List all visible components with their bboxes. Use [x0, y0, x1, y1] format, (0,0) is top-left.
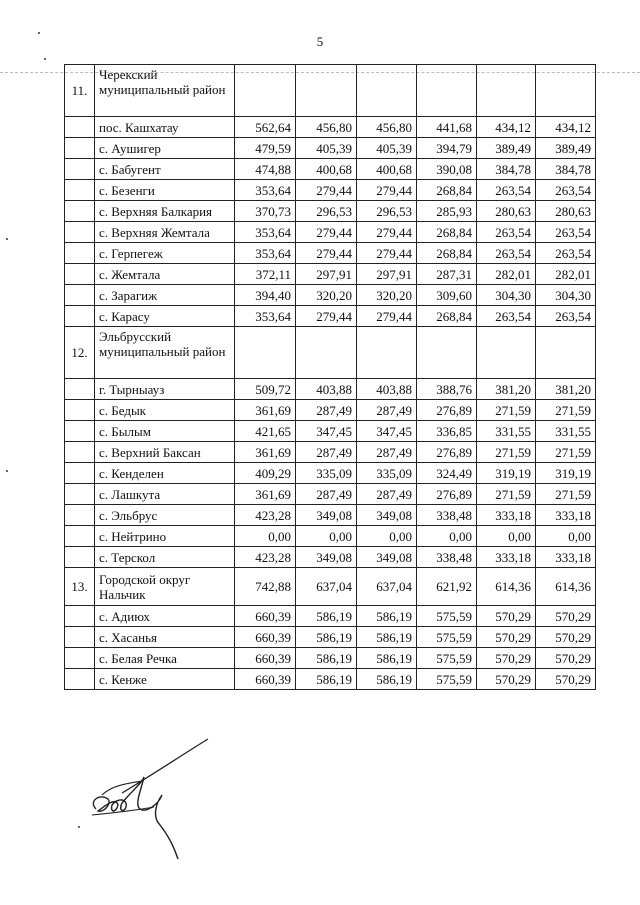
- tariff-value: 586,19: [296, 669, 357, 690]
- tariff-value: 614,36: [536, 568, 596, 606]
- tariff-value: [536, 65, 596, 117]
- tariff-value: 0,00: [536, 526, 596, 547]
- tariff-value: 297,91: [357, 264, 417, 285]
- table-row: [65, 138, 596, 159]
- tariff-value: 324,49: [417, 463, 477, 484]
- tariff-value: 287,49: [296, 484, 357, 505]
- page-number: 5: [316, 34, 324, 49]
- tariff-value: 394,79: [417, 138, 477, 159]
- tariff-value: 586,19: [357, 606, 417, 627]
- tariff-value: 353,64: [235, 180, 296, 201]
- signature-icon: [82, 735, 222, 865]
- tariff-value: 285,93: [417, 201, 477, 222]
- tariff-value: 370,73: [235, 201, 296, 222]
- tariff-value: [536, 327, 596, 379]
- settlement-name: с. Бабугент: [95, 159, 235, 180]
- tariff-value: 276,89: [417, 442, 477, 463]
- table-row: [65, 547, 596, 568]
- settlement-name: с. Безенги: [95, 180, 235, 201]
- tariff-value: 338,48: [417, 505, 477, 526]
- row-number: [65, 606, 95, 627]
- tariff-value: 353,64: [235, 306, 296, 327]
- tariff-value: 570,29: [536, 669, 596, 690]
- tariff-value: 336,85: [417, 421, 477, 442]
- table-row: [65, 264, 596, 285]
- tariff-value: 361,69: [235, 442, 296, 463]
- tariff-value: 271,59: [477, 484, 536, 505]
- settlement-name: с. Адиюх: [95, 606, 235, 627]
- tariff-value: 347,45: [296, 421, 357, 442]
- tariff-value: 280,63: [477, 201, 536, 222]
- tariff-value: 394,40: [235, 285, 296, 306]
- tariff-value: 271,59: [536, 400, 596, 421]
- tariff-value: 361,69: [235, 484, 296, 505]
- tariff-value: 263,54: [536, 222, 596, 243]
- tariff-value: 0,00: [296, 526, 357, 547]
- tariff-value: 586,19: [357, 648, 417, 669]
- tariff-value: 586,19: [296, 648, 357, 669]
- row-number: [65, 201, 95, 222]
- row-number: [65, 669, 95, 690]
- tariff-value: 570,29: [477, 606, 536, 627]
- tariff-value: 296,53: [296, 201, 357, 222]
- tariff-value: 279,44: [357, 222, 417, 243]
- settlement-name: с. Аушигер: [95, 138, 235, 159]
- tariff-value: 353,64: [235, 243, 296, 264]
- settlement-name: с. Былым: [95, 421, 235, 442]
- tariff-value: 403,88: [296, 379, 357, 400]
- row-number: [65, 222, 95, 243]
- tariff-value: 575,59: [417, 606, 477, 627]
- row-number: [65, 117, 95, 138]
- tariff-value: 434,12: [536, 117, 596, 138]
- row-number: [65, 243, 95, 264]
- row-number: [65, 526, 95, 547]
- tariff-value: 441,68: [417, 117, 477, 138]
- tariff-value: 423,28: [235, 547, 296, 568]
- tariff-value: [417, 327, 477, 379]
- table-row: [65, 463, 596, 484]
- tariff-value: 570,29: [477, 627, 536, 648]
- tariff-value: 279,44: [357, 306, 417, 327]
- tariff-value: 349,08: [296, 547, 357, 568]
- settlement-name: с. Хасанья: [95, 627, 235, 648]
- tariff-value: 263,54: [536, 243, 596, 264]
- settlement-name: Черекский муниципальный район: [95, 65, 235, 117]
- tariff-value: 381,20: [536, 379, 596, 400]
- tariff-table: [64, 64, 596, 690]
- tariff-value: 319,19: [536, 463, 596, 484]
- tariff-value: 575,59: [417, 669, 477, 690]
- settlement-name: с. Терскол: [95, 547, 235, 568]
- settlement-name: с. Герпегеж: [95, 243, 235, 264]
- settlement-name: пос. Кашхатау: [95, 117, 235, 138]
- table-row: [65, 505, 596, 526]
- table-row: [65, 159, 596, 180]
- tariff-value: 287,49: [357, 484, 417, 505]
- tariff-value: 304,30: [477, 285, 536, 306]
- tariff-value: 479,59: [235, 138, 296, 159]
- tariff-value: 279,44: [296, 222, 357, 243]
- table-row: [65, 117, 596, 138]
- tariff-value: 614,36: [477, 568, 536, 606]
- scan-speck: [6, 470, 8, 472]
- tariff-value: 575,59: [417, 627, 477, 648]
- settlement-name: с. Жемтала: [95, 264, 235, 285]
- tariff-value: 271,59: [536, 484, 596, 505]
- tariff-value: 403,88: [357, 379, 417, 400]
- tariff-value: 586,19: [357, 669, 417, 690]
- settlement-name: Городской округ Нальчик: [95, 568, 235, 606]
- row-number: [65, 463, 95, 484]
- table-section-row: [65, 327, 596, 379]
- tariff-value: [357, 327, 417, 379]
- tariff-value: 276,89: [417, 484, 477, 505]
- tariff-value: 509,72: [235, 379, 296, 400]
- tariff-value: [477, 327, 536, 379]
- row-number: [65, 306, 95, 327]
- tariff-value: 297,91: [296, 264, 357, 285]
- tariff-value: 279,44: [296, 306, 357, 327]
- tariff-value: [357, 65, 417, 117]
- tariff-value: 400,68: [296, 159, 357, 180]
- tariff-value: 742,88: [235, 568, 296, 606]
- tariff-value: 320,20: [357, 285, 417, 306]
- tariff-value: [296, 327, 357, 379]
- tariff-value: 390,08: [417, 159, 477, 180]
- tariff-value: 338,48: [417, 547, 477, 568]
- tariff-value: 320,20: [296, 285, 357, 306]
- tariff-value: 282,01: [536, 264, 596, 285]
- row-number: 12.: [65, 327, 95, 379]
- tariff-value: 586,19: [357, 627, 417, 648]
- table-row: [65, 400, 596, 421]
- tariff-value: 349,08: [357, 505, 417, 526]
- scan-speck: [38, 32, 40, 34]
- row-number: [65, 159, 95, 180]
- tariff-value: 660,39: [235, 648, 296, 669]
- tariff-value: 570,29: [536, 606, 596, 627]
- tariff-value: 361,69: [235, 400, 296, 421]
- table-row: [65, 222, 596, 243]
- tariff-value: 586,19: [296, 627, 357, 648]
- tariff-value: 347,45: [357, 421, 417, 442]
- row-number: [65, 264, 95, 285]
- tariff-value: 570,29: [477, 669, 536, 690]
- tariff-value: 660,39: [235, 627, 296, 648]
- row-number: [65, 648, 95, 669]
- scan-speck: [44, 58, 46, 60]
- tariff-value: [477, 65, 536, 117]
- scan-speck: [6, 238, 8, 240]
- tariff-value: 276,89: [417, 400, 477, 421]
- settlement-name: с. Верхняя Жемтала: [95, 222, 235, 243]
- table-row: [65, 606, 596, 627]
- tariff-value: 637,04: [357, 568, 417, 606]
- row-number: [65, 442, 95, 463]
- tariff-value: 279,44: [296, 243, 357, 264]
- tariff-value: [235, 65, 296, 117]
- tariff-value: 0,00: [235, 526, 296, 547]
- table-row: [65, 243, 596, 264]
- tariff-value: 268,84: [417, 306, 477, 327]
- tariff-value: 333,18: [477, 547, 536, 568]
- tariff-value: 333,18: [536, 505, 596, 526]
- tariff-value: 331,55: [536, 421, 596, 442]
- settlement-name: с. Верхний Баксан: [95, 442, 235, 463]
- table-row: [65, 442, 596, 463]
- tariff-value: 575,59: [417, 648, 477, 669]
- tariff-value: 660,39: [235, 669, 296, 690]
- table-row: [65, 648, 596, 669]
- table-row: [65, 180, 596, 201]
- settlement-name: с. Белая Речка: [95, 648, 235, 669]
- tariff-value: 456,80: [357, 117, 417, 138]
- table-row: [65, 379, 596, 400]
- tariff-value: 570,29: [536, 627, 596, 648]
- settlement-name: с. Эльбрус: [95, 505, 235, 526]
- tariff-value: 309,60: [417, 285, 477, 306]
- row-number: [65, 400, 95, 421]
- tariff-value: 349,08: [296, 505, 357, 526]
- tariff-value: 456,80: [296, 117, 357, 138]
- tariff-value: 279,44: [357, 180, 417, 201]
- tariff-value: 0,00: [357, 526, 417, 547]
- tariff-value: 434,12: [477, 117, 536, 138]
- tariff-value: 268,84: [417, 243, 477, 264]
- tariff-value: 263,54: [477, 180, 536, 201]
- tariff-value: 280,63: [536, 201, 596, 222]
- tariff-value: 421,65: [235, 421, 296, 442]
- settlement-name: с. Бедык: [95, 400, 235, 421]
- table-section-row: [65, 65, 596, 117]
- tariff-value: 389,49: [536, 138, 596, 159]
- tariff-value: 349,08: [357, 547, 417, 568]
- table-row: [65, 306, 596, 327]
- tariff-value: 296,53: [357, 201, 417, 222]
- row-number: [65, 547, 95, 568]
- tariff-value: 263,54: [477, 306, 536, 327]
- table-row: [65, 285, 596, 306]
- scan-speck: [78, 826, 80, 828]
- tariff-value: 331,55: [477, 421, 536, 442]
- row-number: [65, 138, 95, 159]
- tariff-value: [235, 327, 296, 379]
- tariff-value: 405,39: [296, 138, 357, 159]
- tariff-value: 287,31: [417, 264, 477, 285]
- row-number: [65, 180, 95, 201]
- tariff-value: 570,29: [536, 648, 596, 669]
- table-row: [65, 201, 596, 222]
- tariff-value: 372,11: [235, 264, 296, 285]
- tariff-value: 409,29: [235, 463, 296, 484]
- settlement-name: г. Тырныауз: [95, 379, 235, 400]
- tariff-value: 388,76: [417, 379, 477, 400]
- tariff-value: 353,64: [235, 222, 296, 243]
- tariff-value: 335,09: [296, 463, 357, 484]
- tariff-value: 263,54: [477, 222, 536, 243]
- tariff-value: 570,29: [477, 648, 536, 669]
- tariff-value: 637,04: [296, 568, 357, 606]
- settlement-name: с. Нейтрино: [95, 526, 235, 547]
- tariff-value: 400,68: [357, 159, 417, 180]
- tariff-value: 319,19: [477, 463, 536, 484]
- settlement-name: Эльбрусский муниципальный район: [95, 327, 235, 379]
- row-number: 13.: [65, 568, 95, 606]
- tariff-value: 474,88: [235, 159, 296, 180]
- settlement-name: с. Кенже: [95, 669, 235, 690]
- table-row: [65, 526, 596, 547]
- tariff-value: 287,49: [357, 442, 417, 463]
- settlement-name: с. Лашкута: [95, 484, 235, 505]
- table-row: [65, 627, 596, 648]
- row-number: [65, 285, 95, 306]
- tariff-value: 405,39: [357, 138, 417, 159]
- tariff-value: 268,84: [417, 180, 477, 201]
- tariff-value: 621,92: [417, 568, 477, 606]
- tariff-value: 271,59: [477, 400, 536, 421]
- tariff-value: 389,49: [477, 138, 536, 159]
- row-number: [65, 421, 95, 442]
- tariff-value: 333,18: [477, 505, 536, 526]
- tariff-value: 263,54: [536, 306, 596, 327]
- tariff-value: 333,18: [536, 547, 596, 568]
- tariff-value: 384,78: [477, 159, 536, 180]
- table-row: [65, 421, 596, 442]
- tariff-value: 287,49: [357, 400, 417, 421]
- tariff-value: 304,30: [536, 285, 596, 306]
- tariff-value: 423,28: [235, 505, 296, 526]
- tariff-value: 0,00: [417, 526, 477, 547]
- tariff-value: 282,01: [477, 264, 536, 285]
- tariff-value: 381,20: [477, 379, 536, 400]
- table-row: [65, 568, 596, 606]
- row-number: [65, 379, 95, 400]
- tariff-value: 335,09: [357, 463, 417, 484]
- table-row: [65, 669, 596, 690]
- settlement-name: с. Карасу: [95, 306, 235, 327]
- tariff-value: 586,19: [296, 606, 357, 627]
- tariff-value: 279,44: [296, 180, 357, 201]
- row-number: [65, 627, 95, 648]
- tariff-value: 271,59: [477, 442, 536, 463]
- tariff-value: 384,78: [536, 159, 596, 180]
- tariff-value: 271,59: [536, 442, 596, 463]
- table-row: [65, 484, 596, 505]
- tariff-value: 263,54: [477, 243, 536, 264]
- tariff-value: 263,54: [536, 180, 596, 201]
- tariff-value: [296, 65, 357, 117]
- row-number: 11.: [65, 65, 95, 117]
- tariff-value: 268,84: [417, 222, 477, 243]
- tariff-value: 279,44: [357, 243, 417, 264]
- tariff-value: 287,49: [296, 442, 357, 463]
- row-number: [65, 484, 95, 505]
- tariff-value: 562,64: [235, 117, 296, 138]
- settlement-name: с. Верхняя Балкария: [95, 201, 235, 222]
- tariff-value: [417, 65, 477, 117]
- settlement-name: с. Кенделен: [95, 463, 235, 484]
- tariff-value: 660,39: [235, 606, 296, 627]
- tariff-value: 0,00: [477, 526, 536, 547]
- settlement-name: с. Зарагиж: [95, 285, 235, 306]
- row-number: [65, 505, 95, 526]
- tariff-value: 287,49: [296, 400, 357, 421]
